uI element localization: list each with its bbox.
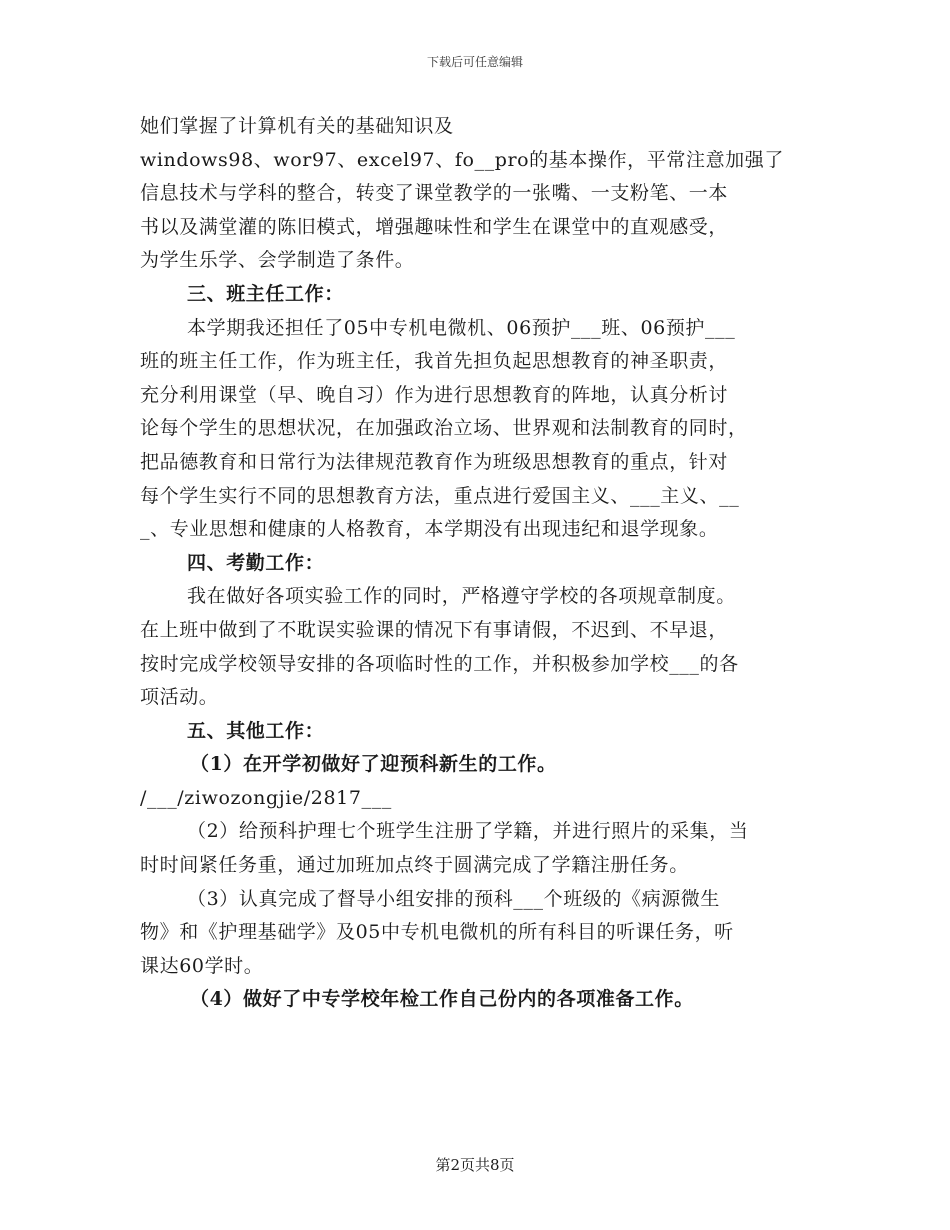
body-line: 书以及满堂灌的陈旧模式，增强趣味性和学生在课堂中的直观感受， xyxy=(140,215,729,238)
body-line: 把品德教育和日常行为法律规范教育作为班级思想教育的重点，针对 xyxy=(140,450,729,473)
url-fragment: /___/ziwozongjie/2817___ xyxy=(140,786,392,809)
body-line: 课达60学时。 xyxy=(140,954,264,977)
list-item-2: （2）给预科护理七个班学生注册了学籍，并进行照片的采集，当 xyxy=(187,820,749,843)
body-line: 每个学生实行不同的思想教育方法，重点进行爱国主义、___主义、__ xyxy=(140,484,740,507)
body-line: 班的班主任工作，作为班主任，我首先担负起思想教育的神圣职责， xyxy=(140,350,729,373)
page-footer: 第2页共8页 xyxy=(435,1156,515,1174)
body-line: 信息技术与学科的整合，转变了课堂教学的一张嘴、一支粉笔、一本 xyxy=(140,182,729,205)
body-line: 为学生乐学、会学制造了条件。 xyxy=(140,249,415,272)
list-item-3: （3）认真完成了督导小组安排的预科___个班级的《病源微生 xyxy=(187,887,720,910)
document-body xyxy=(140,110,812,1017)
body-line: 项活动。 xyxy=(140,686,219,709)
body-line: 按时完成学校领导安排的各项临时性的工作，并积极参加学校___的各 xyxy=(140,652,739,675)
section-heading-other-work: 五、其他工作： xyxy=(187,719,325,742)
page-header: 下载后可任意编辑 xyxy=(426,55,523,69)
body-line: 她们掌握了计算机有关的基础知识及 xyxy=(140,115,454,137)
body-line: 论每个学生的思想状况，在加强政治立场、世界观和法制教育的同时， xyxy=(140,417,748,440)
body-line: 我在做好各项实验工作的同时，严格遵守学校的各项规章制度。 xyxy=(187,585,736,608)
section-heading-head-teacher: 三、班主任工作： xyxy=(187,282,344,305)
body-line: 物》和《护理基础学》及05中专机电微机的所有科目的听课任务，听 xyxy=(140,921,734,944)
body-line: 充分利用课堂（早、晚自习）作为进行思想教育的阵地，认真分析讨 xyxy=(140,383,729,406)
body-line: 本学期我还担任了05中专机电微机、06预护___班、06预护___ xyxy=(187,316,736,339)
list-item-1: （1）在开学初做好了迎预科新生的工作。 xyxy=(190,753,557,776)
section-heading-attendance: 四、考勤工作： xyxy=(187,551,325,574)
body-line: 时时间紧任务重，通过加班加点终于圆满完成了学籍注册任务。 xyxy=(140,854,689,877)
body-line: 在上班中做到了不耽误实验课的情况下有事请假，不迟到、不早退， xyxy=(140,618,729,641)
list-item-4: （4）做好了中专学校年检工作自己份内的各项准备工作。 xyxy=(190,988,694,1011)
body-line: _、专业思想和健康的人格教育，本学期没有出现违纪和退学现象。 xyxy=(140,518,719,541)
body-line: windows98、wor97、excel97、fo__pro的基本操作，平常注意加强了 xyxy=(140,148,784,171)
